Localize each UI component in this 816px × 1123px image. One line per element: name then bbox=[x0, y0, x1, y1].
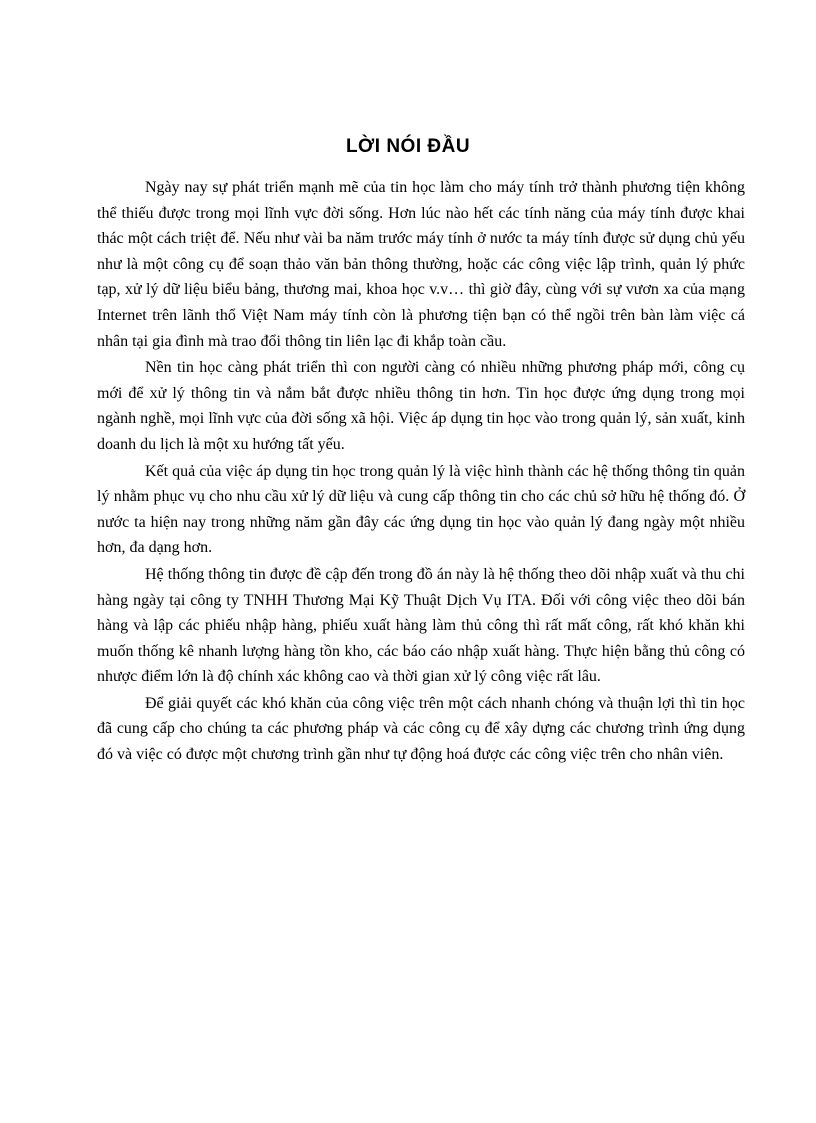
paragraph-1: Ngày nay sự phát triển mạnh mẽ của tin học làm cho máy tính trở thành phương tiện không thể thiếu được trong mọi lĩnh vực đời sống. Hơn lúc nào hết các tính năng của máy tính được khai thác một cách triệt để. Nếu như vài ba năm trước máy tính ở nước ta máy tính được sử dụng chủ yếu như là một công cụ để soạn thảo văn bản thông thường, hoặc các công việc lập trình, quản lý phức tạp, xử lý dữ liệu biểu bảng, thương mai, khoa học v.v… thì giờ đây, cùng với sự vươn xa của mạng Internet trên lãnh thổ Việt Nam máy tính còn là phương tiện bạn có thể ngồi trên bàn làm việc cá nhân tại gia đình mà trao đổi thông tin liên lạc đi khắp toàn cầu. bbox=[97, 179, 745, 350]
page-title: LỜI NÓI ĐẦU bbox=[345, 136, 471, 157]
paragraph-3: Kết quả của việc áp dụng tin học trong quản lý là việc hình thành các hệ thống thông tin quản lý nhằm phục vụ cho nhu cầu xử lý dữ liệu và cung cấp thông tin cho các chủ sở hữu hệ thống đó. Ở nước ta hiện nay trong những năm gần đây các ứng dụng tin học vào quản lý đang ngày một nhiều hơn, đa dạng hơn. bbox=[97, 462, 745, 557]
paragraph-5: Để giải quyết các khó khăn của công việc trên một cách nhanh chóng và thuận lợi thì tin học đã cung cấp cho chúng ta các phương pháp và các công cụ để xây dựng các chương trình ứng dụng đó và việc có được một chương trình gần như tự động hoá được các công việc trên cho nhân viên. bbox=[97, 694, 745, 764]
paragraph-2: Nền tin học càng phát triển thì con người càng có nhiều những phương pháp mới, công cụ mới để xử lý thông tin và nắm bắt được nhiều thông tin hơn. Tin học được ứng dụng trong mọi ngành nghề, mọi lĩnh vực của đời sống xã hội. Việc áp dụng tin học vào trong quản lý, sản xuất, kinh doanh du lịch là một xu hướng tất yếu. bbox=[97, 359, 745, 453]
paragraph-4: Hệ thống thông tin được đề cập đến trong đồ án này là hệ thống theo dõi nhập xuất và thu chi hàng ngày tại công ty TNHH Thương Mại Kỹ Thuật Dịch Vụ ITA. Đối với công việc theo dõi bán hàng và lập các phiếu nhập hàng, phiếu xuất hàng làm thủ công thì rất mất công, rất khó khăn khi muốn thống kê nhanh lượng hàng tồn kho, các báo cáo nhập xuất hàng. Thực hiện bằng thủ công có nhược điểm lớn là độ chính xác không cao và thời gian xử lý công việc rất lâu. bbox=[97, 565, 745, 686]
document-body bbox=[97, 175, 745, 769]
